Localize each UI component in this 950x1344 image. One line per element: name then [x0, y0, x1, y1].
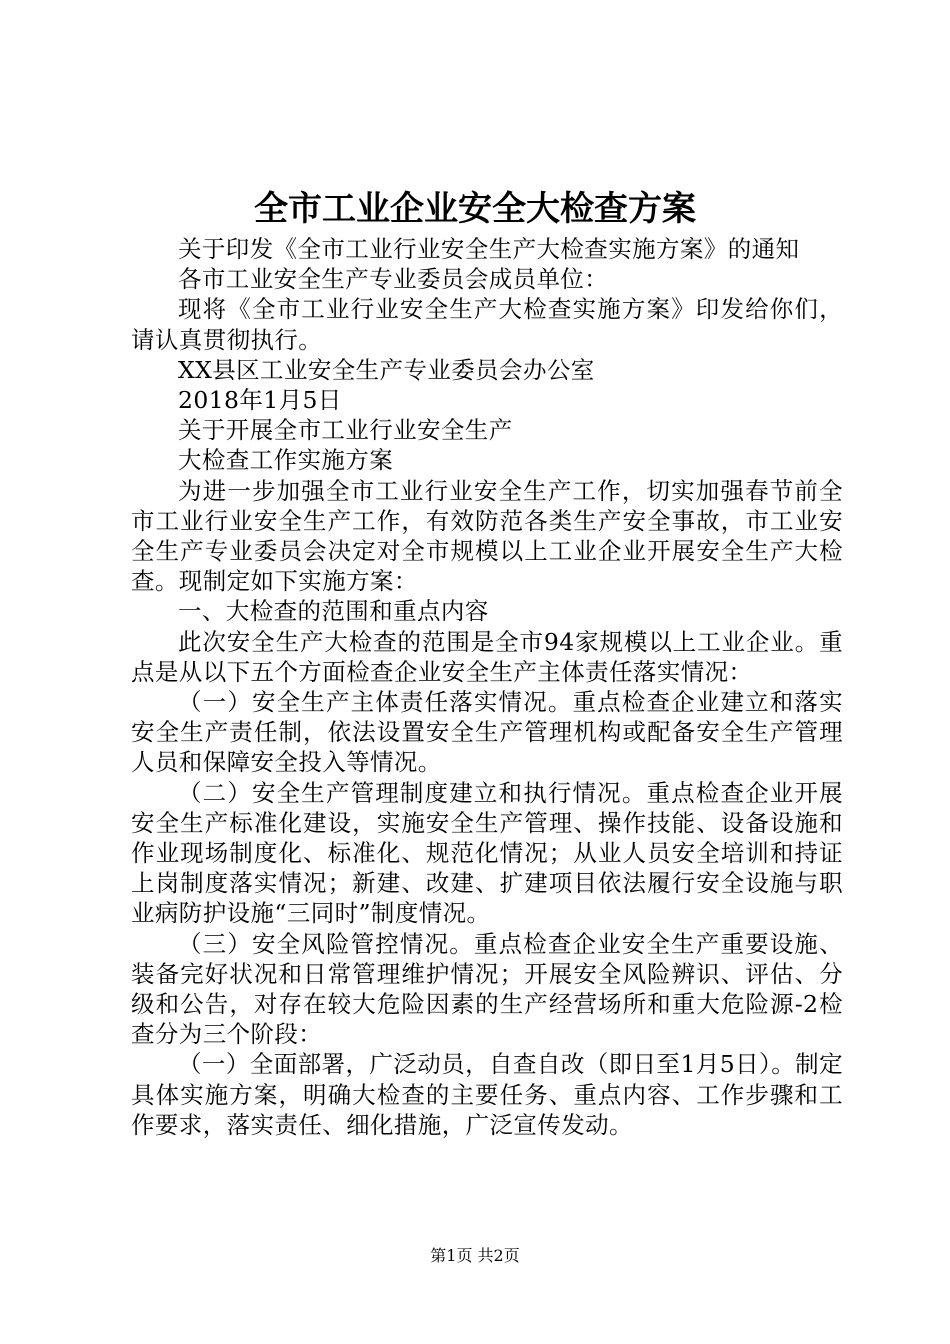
- paragraph-notice-body: 现将《全市工业行业安全生产大检查实施方案》印发给你们，请认真贯彻执行。: [131, 295, 843, 354]
- paragraph-intro: 为进一步加强全市工业行业安全生产工作，切实加强春节前全市工业行业安全生产工作，有效防范各类生产安全事故，市工业安全生产专业委员会决定对全市规模以上工业企业开展安全生产大检查。现制定如下实施方案：: [131, 476, 843, 596]
- paragraph-item-2: （二）安全生产管理制度建立和执行情况。重点检查企业开展安全生产标准化建设，实施安全生产管理、操作技能、设备设施和作业现场制度化、标准化、规范化情况；从业人员安全培训和持证上岗制度落实情况；新建、改建、扩建项目依法履行安全设施与职业病防护设施“三同时”制度情况。: [131, 778, 843, 928]
- paragraph-date: 2018年1月5日: [178, 386, 342, 415]
- paragraph-plan-title-2: 大检查工作实施方案: [178, 446, 394, 475]
- paragraph-notice-title: 关于印发《全市工业行业安全生产大检查实施方案》的通知: [178, 235, 800, 263]
- paragraph-item-1: （一）安全生产主体责任落实情况。重点检查企业建立和落实安全生产责任制，依法设置安全生产管理机构或配备安全生产管理人员和保障安全投入等情况。: [131, 688, 843, 777]
- page-indicator: 第1页 共2页: [430, 1246, 520, 1265]
- document-title: 全市工业企业安全大检查方案: [254, 189, 696, 229]
- paragraph-stage-1: （一）全面部署，广泛动员，自查自改（即日至1月5日）。制定具体实施方案，明确大检查的主要任务、重点内容、工作步骤和工作要求，落实责任、细化措施，广泛宣传发动。: [131, 1050, 843, 1139]
- paragraph-section-heading: 一、大检查的范围和重点内容: [178, 597, 489, 626]
- paragraph-plan-title-1: 关于开展全市工业行业安全生产: [178, 416, 513, 445]
- paragraph-item-3: （三）安全风险管控情况。重点检查企业安全生产重要设施、装备完好状况和日常管理维护情况；开展安全风险辨识、评估、分级和公告，对存在较大危险因素的生产经营场所和重大危险源-2检查分为三个阶段：: [131, 929, 843, 1049]
- paragraph-scope: 此次安全生产大检查的范围是全市94家规模以上工业企业。重点是从以下五个方面检查企业安全生产主体责任落实情况：: [131, 627, 843, 686]
- paragraph-issuer: XX县区工业安全生产专业委员会办公室: [178, 355, 595, 384]
- paragraph-recipients: 各市工业安全生产专业委员会成员单位：: [178, 265, 609, 294]
- document-body: [131, 234, 843, 1140]
